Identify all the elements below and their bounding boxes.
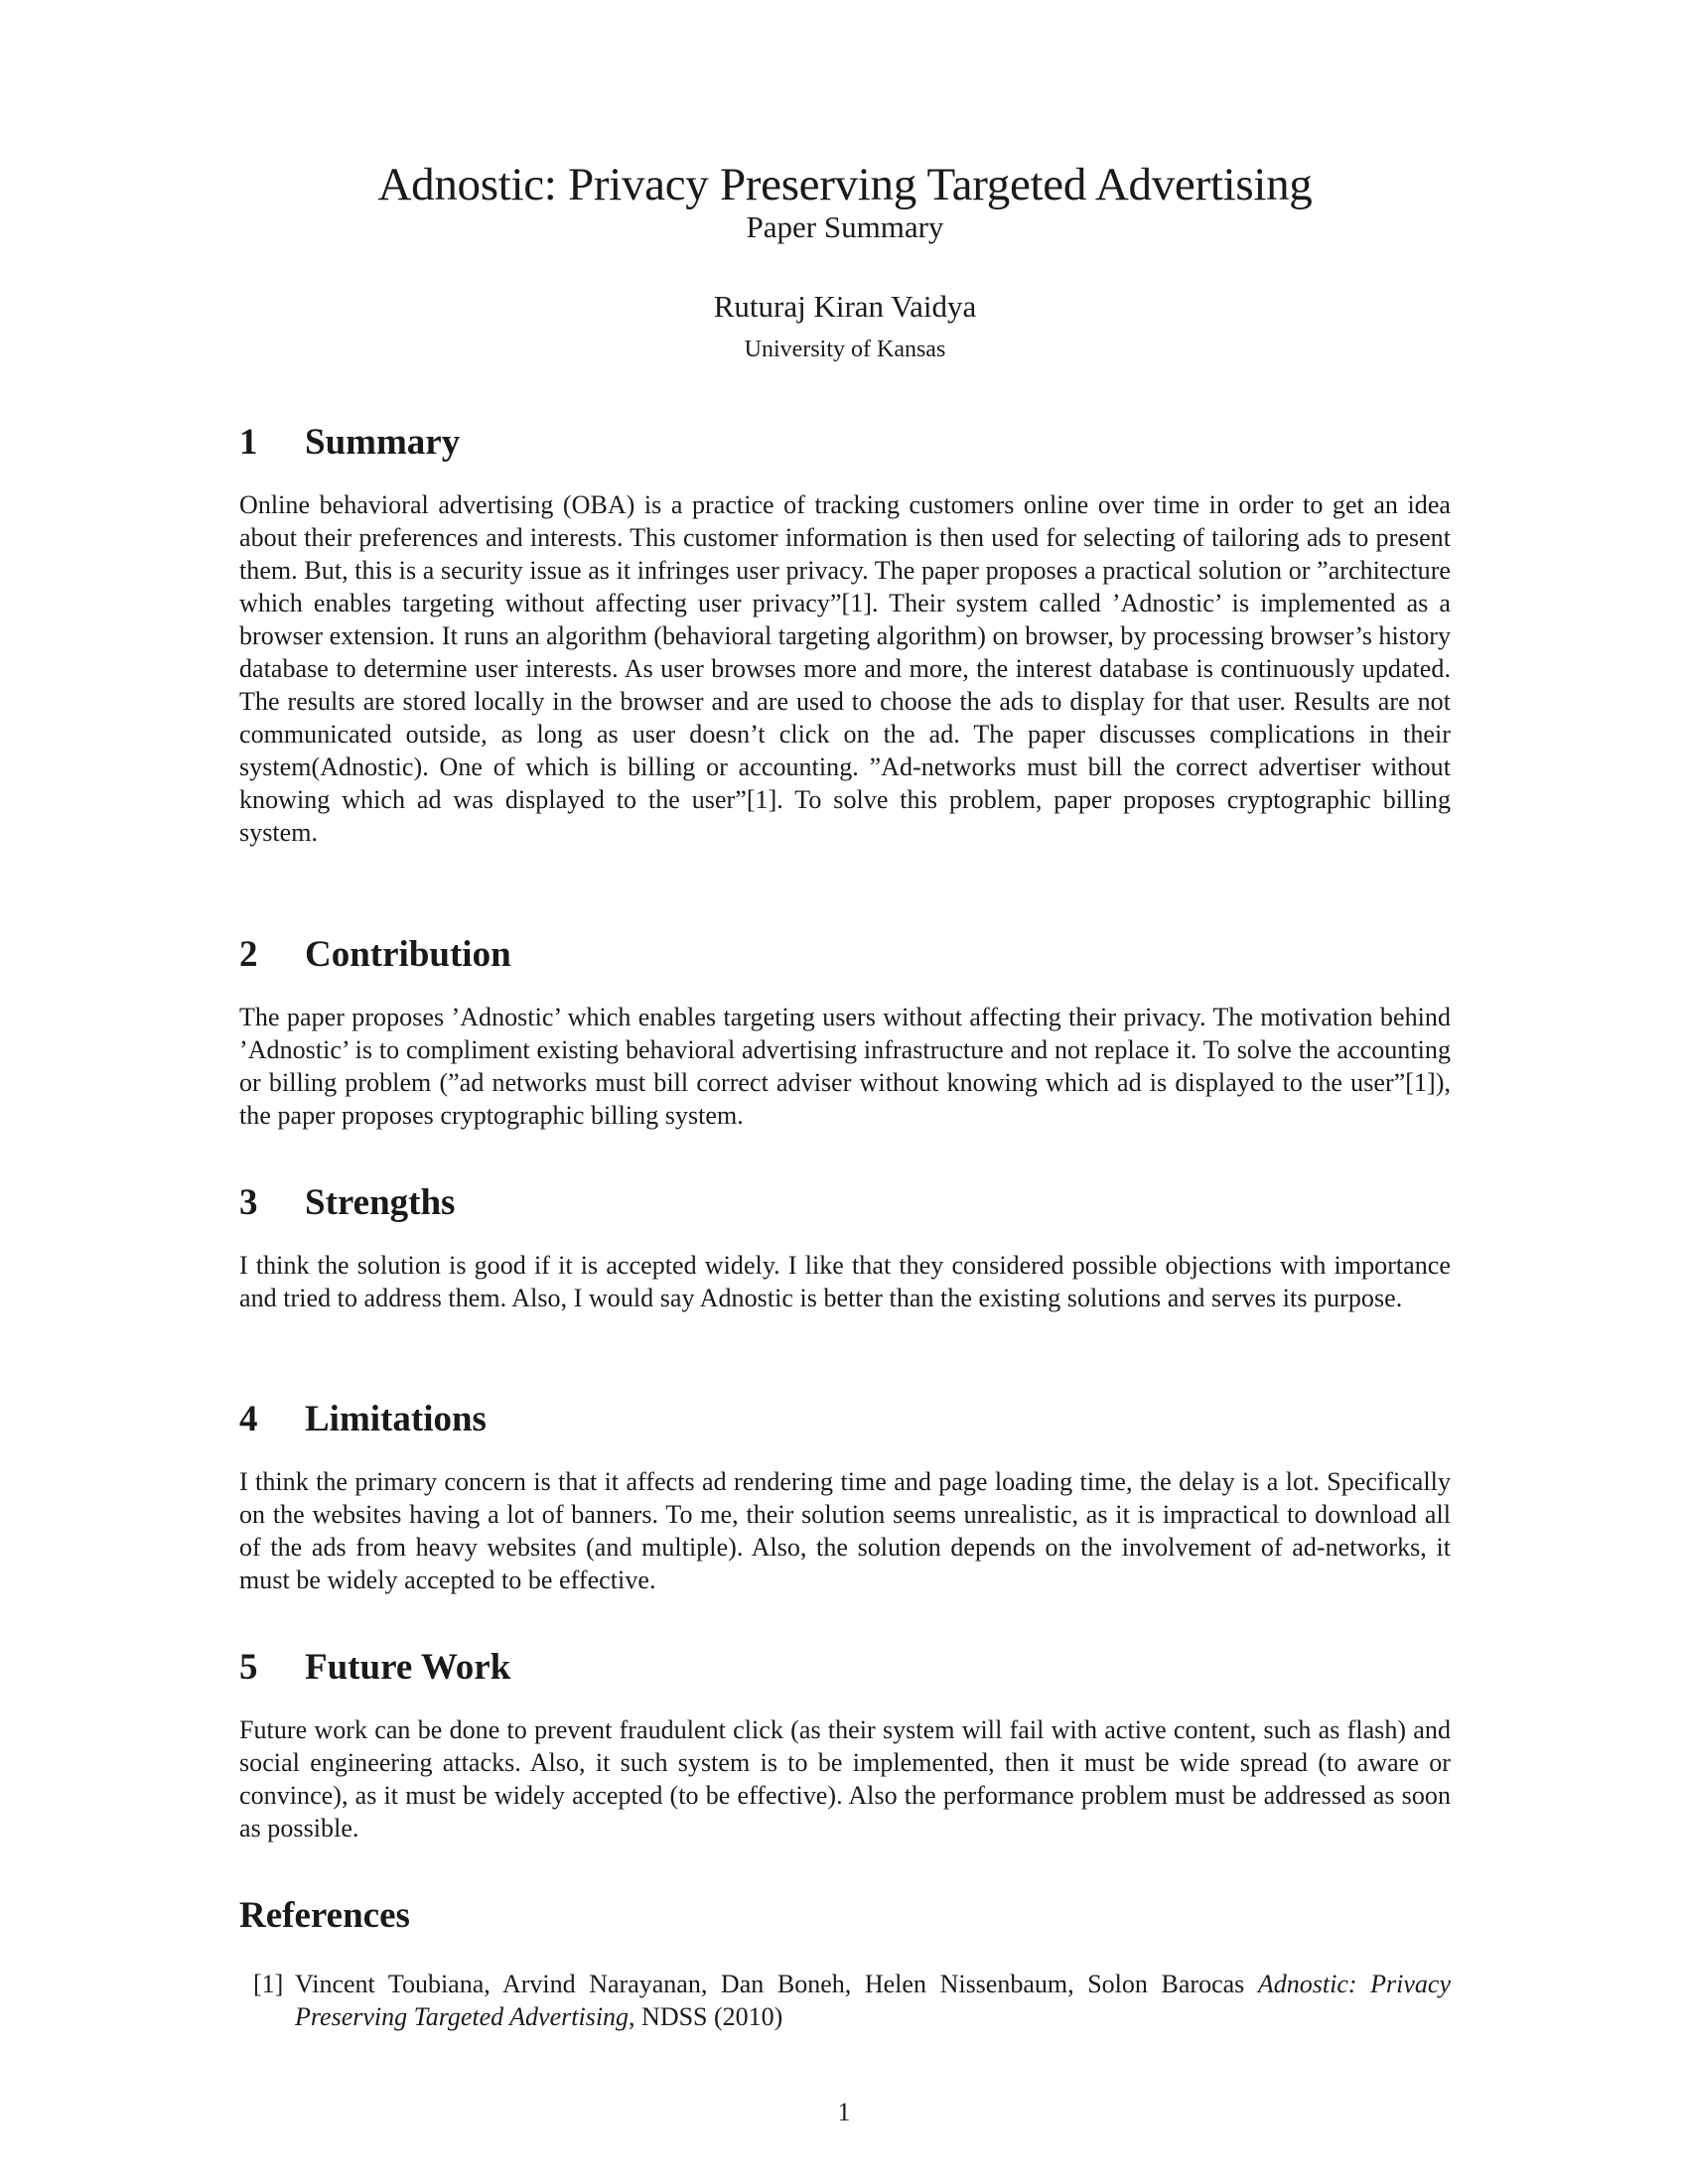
section-body: Future work can be done to prevent fraudulent click (as their system will fail with active content, such as flash) and social engineering attacks. Also, it such system is to be implemented, then it must be wide spread (to aware or convince), as it must be widely accepted (to be effective). Also the performance problem must be addressed as soon as possible.: [239, 1715, 1451, 1843]
references-section: [239, 1894, 1451, 2033]
reference-label: [1]: [253, 1970, 284, 1998]
section-number: 4: [239, 1399, 258, 1439]
section-title: Limitations: [305, 1399, 487, 1439]
section-heading: [239, 1398, 1451, 1441]
section-title: Summary: [305, 422, 461, 463]
section-heading: [239, 421, 1451, 465]
paper-title: Adnostic: Privacy Preserving Targeted Advertising: [377, 159, 1313, 210]
section-number: 1: [239, 422, 258, 463]
section-body: Online behavioral advertising (OBA) is a practice of tracking customers online over time in order to get an idea about their preferences and interests. This customer information is then used for selecting of tailoring ads to present them. But, this is a security issue as it infringes user privacy. The paper proposes a practical solution or ”architecture which enables targeting without affecting user privacy”[1]. Their system called ’Adnostic’ is implemented as a browser extension. It runs an algorithm (behavioral targeting algorithm) on browser, by processing browser’s history database to determine user interests. As user browses more and more, the interest database is continuously updated. The results are stored locally in the browser and are used to choose the ads to display for that user. Results are not communicated outside, as long as user doesn’t click on the ad. The paper discusses complications in their system(Adnostic). One of which is billing or accounting. ”Ad-networks must bill the correct advertiser without knowing which ad was displayed to the user”[1]. To solve this problem, paper proposes cryptographic billing system.: [239, 490, 1451, 847]
reference-item: [239, 1968, 1451, 2033]
section-heading: [239, 1181, 1451, 1225]
reference-title: Adnostic: Privacy Preserving Targeted Advertising: [295, 1970, 1451, 2031]
reference-authors: Vincent Toubiana, Arvind Narayanan, Dan Boneh, Helen Nissenbaum, Solon Barocas: [295, 1970, 1258, 1998]
section-summary: [239, 421, 1451, 849]
references-heading: References: [239, 1895, 410, 1936]
reference-text: [295, 1968, 1451, 2033]
section-body: The paper proposes ’Adnostic’ which enables targeting users without affecting their privacy. The motivation behind ’Adnostic’ is to compliment existing behavioral advertising infrastructure and not replace it. To solve the accounting or billing problem (”ad networks must bill correct adviser without knowing which ad is displayed to the user”[1]), the paper proposes cryptographic billing system.: [239, 1003, 1451, 1130]
section-body: I think the primary concern is that it affects ad rendering time and page loading time, the delay is a lot. Specifically on the websites having a lot of banners. To me, their solution seems unrealistic, as it is impractical to download all of the ads from heavy websites (and multiple). Also, the solution depends on the involvement of ad-networks, it must be widely accepted to be effective.: [239, 1467, 1451, 1594]
section-limitations: [239, 1398, 1451, 1596]
section-body: I think the solution is good if it is accepted widely. I like that they considered possible objections with importance and tried to address them. Also, I would say Adnostic is better than the existing solutions and serves its purpose.: [239, 1251, 1451, 1312]
section-heading: [239, 1646, 1451, 1690]
section-number: 5: [239, 1647, 258, 1688]
section-number: 3: [239, 1182, 258, 1223]
section-number: 2: [239, 934, 258, 975]
page-number: 1: [837, 2098, 851, 2126]
section-title: Contribution: [305, 934, 511, 975]
section-strengths: [239, 1181, 1451, 1314]
section-future-work: [239, 1646, 1451, 1844]
paper-subtitle: Paper Summary: [746, 209, 944, 244]
section-heading: [239, 933, 1451, 977]
author-affiliation: University of Kansas: [744, 337, 946, 362]
reference-venue: , NDSS (2010): [629, 2002, 783, 2031]
author-name: Ruturaj Kiran Vaidya: [713, 289, 977, 324]
section-contribution: [239, 933, 1451, 1132]
section-title: Future Work: [305, 1647, 511, 1688]
section-title: Strengths: [305, 1182, 456, 1223]
